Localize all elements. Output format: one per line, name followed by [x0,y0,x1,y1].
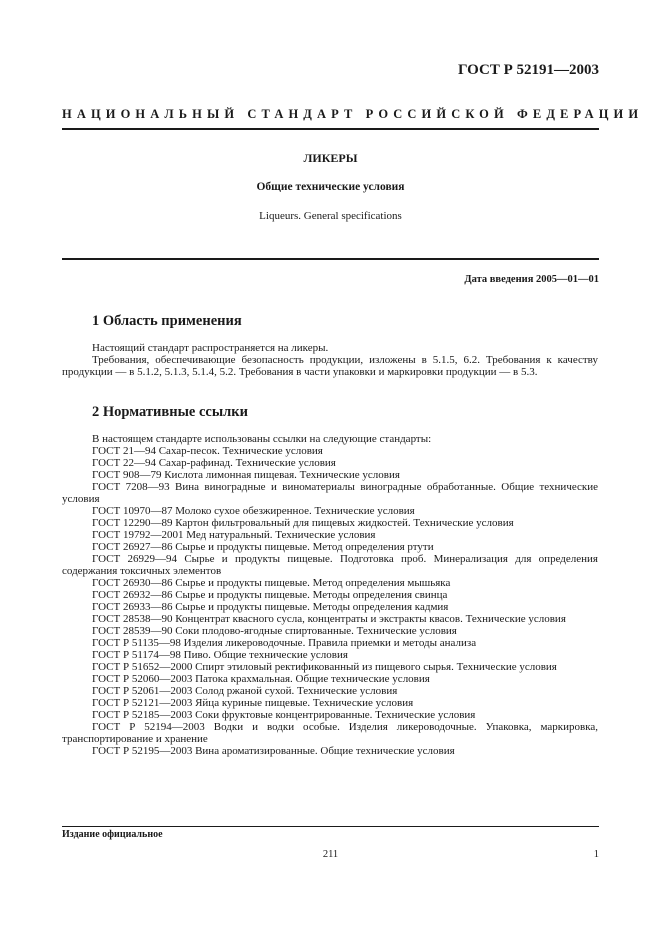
reference-item: ГОСТ 908—79 Кислота лимонная пищевая. Технические условия [92,469,400,481]
edition-label: Издание официальное [62,829,163,840]
reference-item: ГОСТ 26929—94 Сырье и продукты пищевые. Подготовка проб. Минерализация для определения содержания токсичных элементов [62,553,598,577]
section-heading-normative-references: 2 Нормативные ссылки [92,404,248,420]
footer-rule [62,826,599,827]
national-standard-banner: НАЦИОНАЛЬНЫЙ СТАНДАРТ РОССИЙСКОЙ ФЕДЕРАЦИИ [62,107,644,121]
section-references-body [62,433,598,757]
reference-item: ГОСТ 26933—86 Сырье и продукты пищевые. Методы определения кадмия [92,601,449,613]
reference-item: ГОСТ 10970—87 Молоко сухое обезжиренное. Технические условия [92,505,415,517]
reference-item: ГОСТ 26932—86 Сырье и продукты пищевые. Методы определения свинца [92,589,448,601]
reference-item: ГОСТ 28538—90 Концентрат квасного сусла, концентраты и экстракты квасов. Технические условия [92,613,566,625]
reference-item: ГОСТ Р 52185—2003 Соки фруктовые концентрированные. Технические условия [92,709,476,721]
reference-item: ГОСТ Р 52060—2003 Патока крахмальная. Общие технические условия [92,673,430,685]
reference-item: ГОСТ 12290—89 Картон фильтровальный для пищевых жидкостей. Технические условия [92,517,514,529]
reference-item: ГОСТ Р 52121—2003 Яйца куриные пищевые. Технические условия [92,697,414,709]
header-rule [62,128,599,130]
document-title: ЛИКЕРЫ [303,151,358,165]
reference-item: ГОСТ Р 51135—98 Изделия ликероводочные. Правила приемки и методы анализа [92,637,477,649]
paragraph: Требования, обеспечивающие безопасность продукции, изложены в 5.1.5, 6.2. Требования к качеству продукции — в 5.1.2, 5.1.3, 5.1.4, 5.2. Требования в части упаковки и маркировки продукции — в 5.3. [62,354,598,378]
title-rule [62,258,599,260]
section-heading-scope: 1 Область применения [92,313,242,329]
reference-item: ГОСТ Р 51652—2000 Спирт этиловый ректификованный из пищевого сырья. Технические условия [92,661,557,673]
page-number: 211 [322,849,339,860]
reference-item: ГОСТ Р 52194—2003 Водки и водки особые. Изделия ликероводочные. Упаковка, маркировка, транспортирование и хранение [62,721,598,745]
document-code: ГОСТ Р 52191—2003 [457,62,599,78]
reference-item: ГОСТ Р 52061—2003 Солод ржаной сухой. Технические условия [92,685,398,697]
reference-item: ГОСТ Р 51174—98 Пиво. Общие технические условия [92,649,348,661]
reference-item: ГОСТ 26927—86 Сырье и продукты пищевые. Метод определения ртути [92,541,434,553]
reference-item: ГОСТ 22—94 Сахар-рафинад. Технические условия [92,457,336,469]
reference-item: ГОСТ 28539—90 Соки плодово-ягодные спиртованные. Технические условия [92,625,457,637]
reference-item: ГОСТ Р 52195—2003 Вина ароматизированные. Общие технические условия [92,745,455,757]
document-subtitle: Общие технические условия [256,181,405,193]
introduction-date: Дата введения 2005—01—01 [464,274,599,285]
paragraph: Настоящий стандарт распространяется на ликеры. [92,342,329,354]
document-title-english: Liqueurs. General specifications [259,210,402,222]
section-scope-body [62,342,598,378]
paragraph: В настоящем стандарте использованы ссылки на следующие стандарты: [92,433,432,445]
reference-item: ГОСТ 21—94 Сахар-песок. Технические условия [92,445,323,457]
reference-item: ГОСТ 19792—2001 Мед натуральный. Технические условия [92,529,376,541]
sheet-number: 1 [593,849,599,860]
reference-item: ГОСТ 7208—93 Вина виноградные и виноматериалы виноградные обработанные. Общие технические условия [62,481,598,505]
reference-item: ГОСТ 26930—86 Сырье и продукты пищевые. Метод определения мышьяка [92,577,451,589]
